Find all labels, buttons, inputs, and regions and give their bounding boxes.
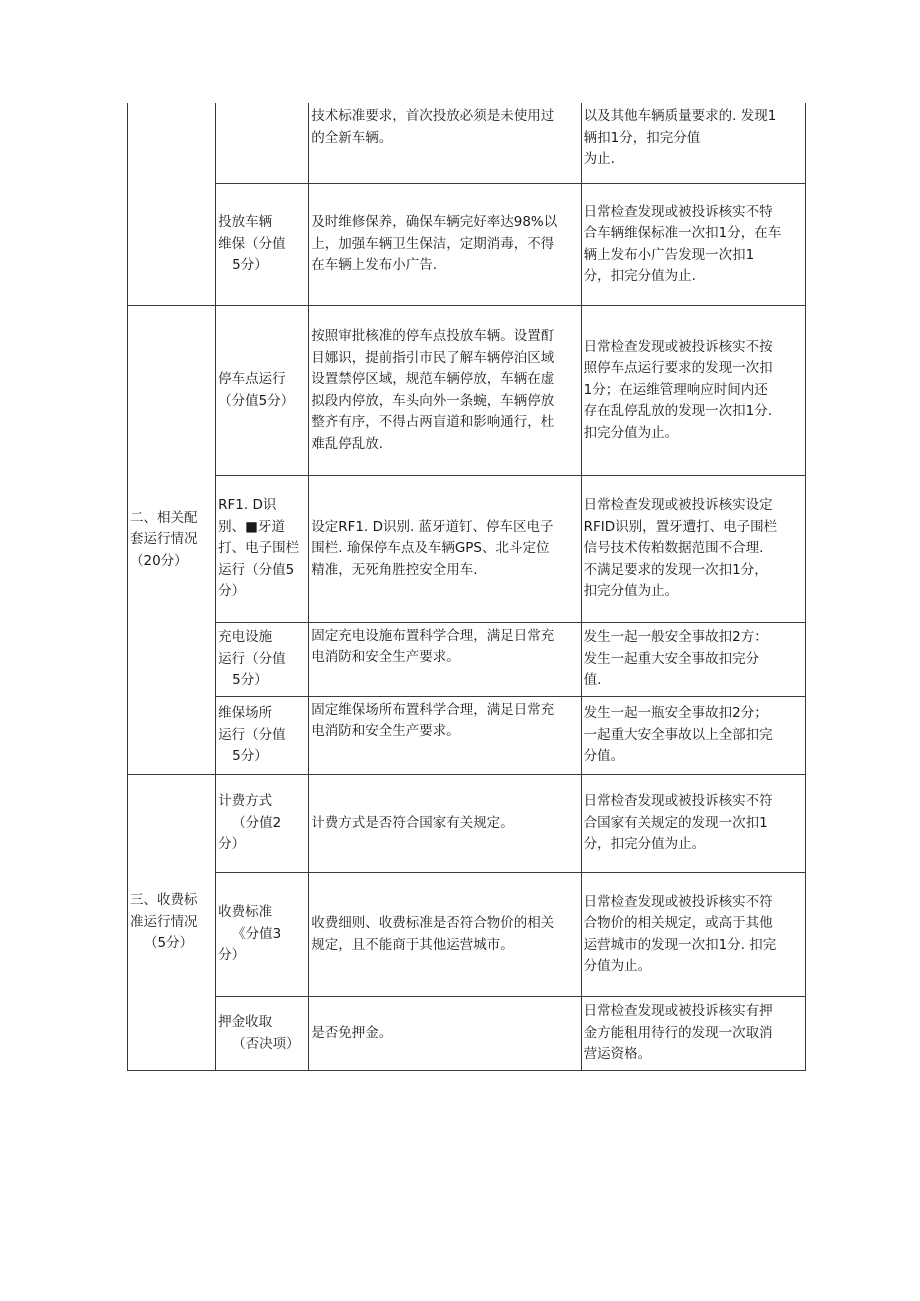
scoring-table [127,103,806,1071]
item-line: （分值2 [232,814,282,831]
item-line: 收费标准 [218,904,273,921]
item-line: 5分） [232,257,268,274]
scoring-line: 日常检查发现或被投诉核实设定 [583,497,773,514]
item-cell [216,774,309,872]
scoring-line: 存在乱停乱放的发现一次扣1分. [583,403,773,420]
table-row [128,996,806,1070]
requirement-line: 固定维保场所布置科学合理，满足日常充 [311,701,555,718]
requirement-cell [309,696,581,774]
scoring-cell [581,872,805,996]
scoring-line: 营运资格。 [583,1046,652,1063]
scoring-line: 不满足要求的发现一次扣1分， [583,561,768,578]
scoring-cell [581,103,805,183]
requirement-line: 设定RF1. D识别. 蓝牙道钉、停车区电子 [311,518,554,535]
requirement-line: 上，加强车辆卫生保洁，定期消毒，不得 [311,235,555,252]
scoring-line: 分值为止。 [583,958,652,974]
scoring-line: 日常检查发现或被投诉核实不按 [583,338,773,355]
scoring-line: 合物价的相关规定，或高于其他 [583,915,773,931]
requirement-line: 计费方式是否符合国家有关规定。 [311,814,514,831]
category-cell [128,774,216,1070]
item-cell [216,696,309,774]
scoring-cell [581,622,805,696]
scoring-line: 信号技术传粕数据范围不合理. [583,540,764,557]
item-line: 运行（分值5 [218,561,295,578]
item-line: 分） [218,836,246,853]
category-line: 三、收费标 [130,892,198,909]
table-row [128,696,806,774]
requirement-line: 收费细则、收费标准是否符合物价的相关 [311,915,555,931]
scoring-line: 辆上发布小广告发现一次扣1 [583,246,755,263]
scoring-line: 合国家有关规定的发现一次扣1 [583,814,768,831]
scoring-line: 一起重大安全事故以上全部扣完 [583,726,773,743]
item-line: 别、■牙道 [218,518,285,535]
category-cell [128,103,216,305]
category-line: 套运行情况 [130,531,198,548]
table-row [128,622,806,696]
scoring-line: 日常检查发现或被投诉核实不符 [583,893,773,910]
requirement-cell [309,622,581,696]
category-line: 二、相关配 [130,509,198,526]
requirement-line: 电消防和安全生产要求。 [311,649,460,665]
scoring-line: 发生一起重大安全事故扣完分 [583,650,760,667]
item-line: 打、电子围栏 [218,540,300,557]
scoring-cell [581,305,805,475]
requirement-line: 目娜识，提前指引市民了解车辆停泊区域 [311,349,555,366]
scoring-cell [581,475,805,622]
item-line: 维保（分值 [218,235,286,252]
requirement-line: 及时维修保养，确保车辆完好率达98%以 [311,214,558,231]
requirement-line: 设置禁停区域，规范车辆停放，车辆在虚 [311,371,555,387]
scoring-cell [581,996,805,1070]
item-line: （分值5分） [218,392,295,409]
scoring-line: 合车辆维保标准一次扣1分，在车 [583,225,782,241]
scoring-line: 运营城市的发现一次扣1分. 扣完 [583,936,777,953]
table-row [128,183,806,305]
scoring-line: 日常检查发现或被投诉核实有押 [583,1003,773,1020]
item-line: 5分） [232,672,268,689]
table-row [128,103,806,183]
item-cell [216,183,309,305]
item-cell [216,996,309,1070]
requirement-cell [309,183,581,305]
requirement-line: 难乱停乱放. [311,435,384,452]
requirement-line: 是否免押金。 [311,1024,393,1041]
item-line: 维保场所 [218,705,273,722]
item-line: 停车点运行 [218,371,286,387]
item-line: 投放车辆 [218,214,273,231]
requirement-cell [309,774,581,872]
item-line: 5分） [232,748,268,765]
item-line: 计费方式 [218,793,273,810]
item-cell [216,475,309,622]
item-cell [216,305,309,475]
requirement-line: 技术标准要求，首次投放必须是未使用过 [311,108,555,124]
requirement-line: 按照审批核准的停车点投放车辆。设置酊 [311,328,555,344]
item-line: 运行（分值 [218,650,286,667]
scoring-line: 日常检查发现或被投诉核实不特 [583,203,773,220]
category-cell [128,305,216,774]
table-row [128,475,806,622]
requirement-line: 在车辆上发布小广告. [311,257,438,274]
requirement-line: 精准，无死角胜控安全用车. [311,561,478,578]
scoring-line: 发生一起一瓶安全事故扣2分； [583,705,768,722]
requirement-cell [309,475,581,622]
scoring-cell [581,183,805,305]
table-row [128,774,806,872]
item-line: 运行（分值 [218,726,286,743]
scoring-line: 为止. [583,151,615,167]
item-line: （否决项） [232,1035,300,1052]
requirement-line: 电消防和安全生产要求。 [311,723,460,739]
scoring-line: 分，扣完分值为止。 [583,836,706,853]
item-cell [216,103,309,183]
scoring-line: 发生一起一般安全事故扣2方： [583,629,768,646]
item-cell [216,872,309,996]
scoring-line: 辆扣1分，扣完分值 [583,129,701,146]
scoring-cell [581,774,805,872]
item-line: 分） [218,947,246,964]
scoring-line: 分，扣完分值为止. [583,268,696,284]
requirement-cell [309,305,581,475]
scoring-line: 扣完分值为止。 [583,583,679,600]
scoring-line: RFID识别，置牙遭打、电子围栏 [583,518,778,535]
scoring-line: 值. [583,672,602,689]
table-row [128,305,806,475]
category-line: （5分） [144,935,194,952]
table-row [128,872,806,996]
item-line: 押金收取 [218,1014,273,1030]
requirement-cell [309,103,581,183]
item-line: 充电设施 [218,629,273,646]
requirement-line: 拟段内停放，车头向外一条蜿，车辆停放 [311,392,555,409]
item-cell [216,622,309,696]
item-line: 分） [218,583,246,600]
requirement-cell [309,996,581,1070]
requirement-line: 的全新车辆。 [311,129,393,146]
requirement-line: 规定，且不能商于其他运营城市。 [311,936,514,953]
requirement-line: 整齐有序，不得占两盲道和影响通行，杜 [311,414,555,430]
requirement-line: 围栏. 瑜保停车点及车辆GPS、北斗定位 [311,540,550,557]
scoring-line: 以及其他车辆质量要求的. 发现1 [583,108,777,124]
item-line: 《分值3 [232,925,282,942]
scoring-line: 分值。 [583,748,625,765]
scoring-line: 扣完分值为止。 [583,424,679,441]
scoring-line: 日常检杳发现或被投诉核实不符 [583,793,773,810]
scoring-cell [581,696,805,774]
scoring-line: 照停车点运行要求的发现一次扣 [583,360,773,377]
category-line: 准运行情况 [130,913,198,930]
requirement-cell [309,872,581,996]
category-line: （20分） [130,552,188,569]
requirement-line: 固定充电设施布置科学合理，满足日常充 [311,627,555,644]
scoring-line: 1分；在运维管理响应时间内还 [583,381,768,398]
scoring-line: 金方能租用待行的发现一次取消 [583,1024,773,1041]
item-line: RF1. D识 [218,497,277,514]
